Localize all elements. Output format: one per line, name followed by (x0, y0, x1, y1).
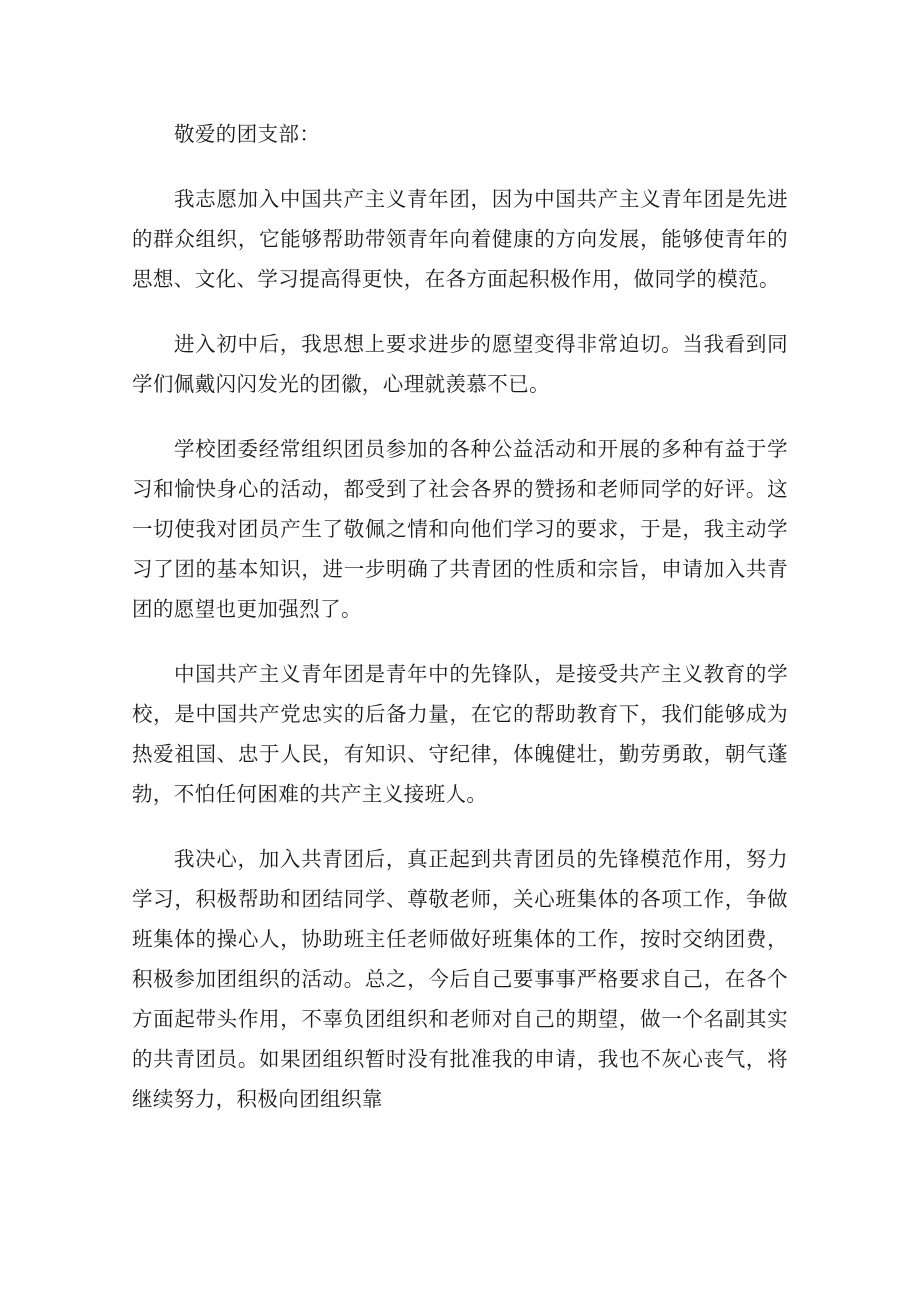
paragraph-4: 中国共产主义青年团是青年中的先锋队，是接受共产主义教育的学校，是中国共产党忠实的后备力量，在它的帮助教育下，我们能够成为热爱祖国、忠于人民，有知识、守纪律，体魄健壮，勤劳勇敢，朝气蓬勃，不怕任何困难的共产主义接班人。 (132, 662, 788, 806)
paragraph-1: 我志愿加入中国共产主义青年团，因为中国共产主义青年团是先进的群众组织，它能够帮助带领青年向着健康的方向发展，能够使青年的思想、文化、学习提高得更快，在各方面起积极作用，做同学的模范。 (132, 187, 788, 291)
letter-body (132, 114, 788, 1119)
paragraph-5: 我决心，加入共青团后，真正起到共青团员的先锋模范作用，努力学习，积极帮助和团结同学、尊敬老师，关心班集体的各项工作，争做班集体的操心人，协助班主任老师做好班集体的工作，按时交纳团费，积极参加团组织的活动。总之，今后自己要事事严格要求自己，在各个方面起带头作用，不辜负团组织和老师对自己的期望，做一个名副其实的共青团员。如果团组织暂时没有批准我的申请，我也不灰心丧气，将继续努力，积极向团组织靠 (132, 847, 788, 1111)
paragraph-2: 进入初中后，我思想上要求进步的愿望变得非常迫切。当我看到同学们佩戴闪闪发光的团徽，心理就羡慕不已。 (132, 332, 788, 396)
paragraph-3: 学校团委经常组织团员参加的各种公益活动和开展的多种有益于学习和愉快身心的活动，都受到了社会各界的赞扬和老师同学的好评。这一切使我对团员产生了敬佩之情和向他们学习的要求，于是，我主动学习了团的基本知识，进一步明确了共青团的性质和宗旨，申请加入共青团的愿望也更加强烈了。 (132, 437, 788, 621)
salutation: 敬爱的团支部： (174, 122, 321, 146)
